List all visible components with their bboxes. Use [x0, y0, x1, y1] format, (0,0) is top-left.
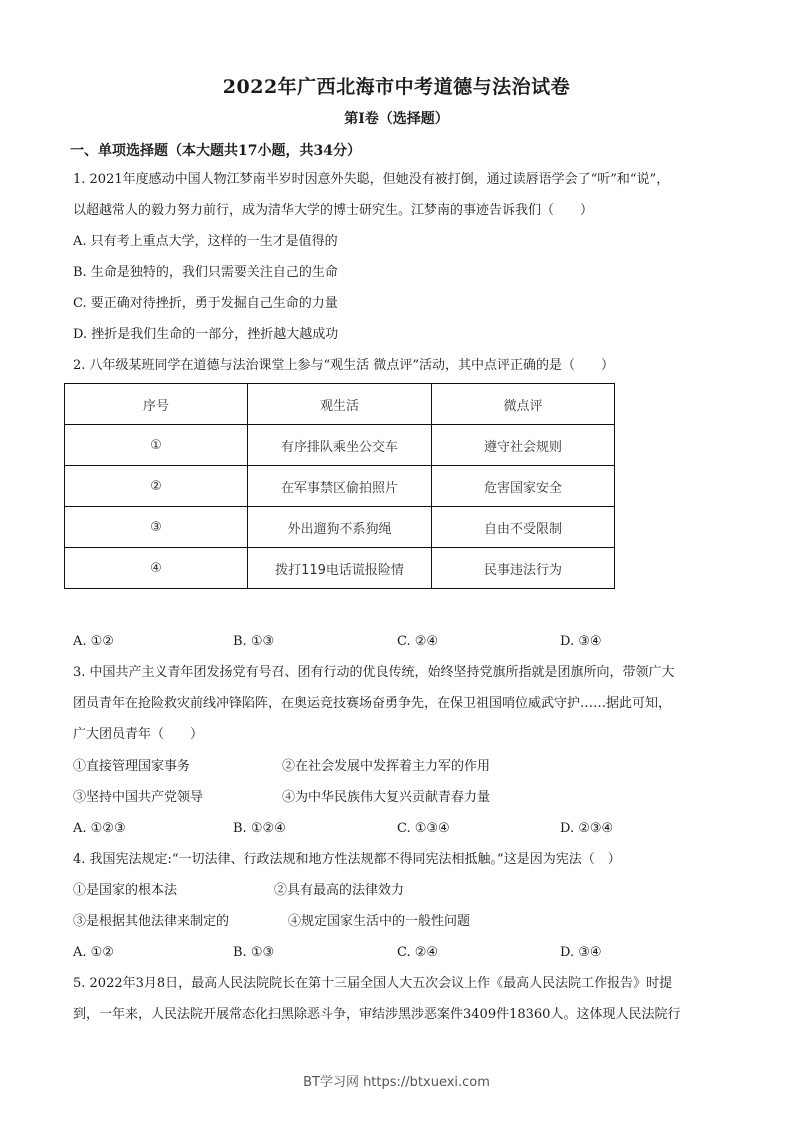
table-cell: 拨打119电话谎报险情 [248, 548, 432, 589]
option-c[interactable]: C. ②④ [397, 945, 439, 960]
option-b[interactable]: B. ①③ [233, 634, 275, 649]
table-cell: 有序排队乘坐公交车 [248, 425, 432, 466]
option-d[interactable]: D. ③④ [560, 634, 602, 649]
table-header-cell: 微点评 [432, 384, 615, 425]
table-cell: ④ [65, 548, 248, 589]
table-row [65, 507, 615, 548]
table-header-row [65, 384, 615, 425]
option-b[interactable]: B. ①②④ [233, 821, 286, 836]
table-cell: 民事违法行为 [432, 548, 615, 589]
statement-1: ①是国家的根本法 [73, 883, 178, 898]
option-a[interactable]: A. ①② [73, 634, 114, 649]
table-cell: ③ [65, 507, 248, 548]
option-c[interactable]: C. ①③④ [397, 821, 450, 836]
statement-3: ③是根据其他法律来制定的 [73, 914, 230, 929]
question-stem-line: 4. 我国宪法规定:“一切法律、行政法规和地方性法规都不得同宪法相抵触。”这是因为宪法（ ） [73, 852, 621, 867]
comment-table [64, 383, 615, 589]
option-b[interactable]: B. 生命是独特的，我们只需要关注自己的生命 [73, 265, 338, 280]
table-cell: 外出遛狗不系狗绳 [248, 507, 432, 548]
option-d[interactable]: D. ②③④ [560, 821, 614, 836]
question-stem-line: 以超越常人的毅力努力前行，成为清华大学的博士研究生。江梦南的事迹告诉我们（ ） [73, 203, 594, 218]
document-subtitle: 第I卷（选择题） [344, 111, 449, 127]
statement-3: ③坚持中国共产党领导 [73, 790, 204, 805]
footer-watermark: BT学习网 https://btxuexi.com [303, 1075, 490, 1090]
table-cell: ② [65, 466, 248, 507]
table-header-cell: 序号 [65, 384, 248, 425]
option-d[interactable]: D. 挫折是我们生命的一部分，挫折越大越成功 [73, 327, 339, 342]
question-stem-line: 5. 2022年3月8日，最高人民法院院长在第十三届全国人大五次会议上作《最高人民法院工作报告》时提 [73, 976, 673, 991]
table-cell: 自由不受限制 [432, 507, 615, 548]
question-stem-line: 广大团员青年（ ） [73, 727, 204, 742]
question-stem-line: 到，一年来，人民法院开展常态化扫黑除恶斗争，审结涉黑涉恶案件3409件18360人。这体现人民法院行 [73, 1007, 681, 1022]
table-cell: 遵守社会规则 [432, 425, 615, 466]
statement-1: ①直接管理国家事务 [73, 759, 191, 774]
option-a[interactable]: A. 只有考上重点大学，这样的一生才是值得的 [73, 234, 338, 249]
statement-2: ②具有最高的法律效力 [274, 883, 405, 898]
option-c[interactable]: C. 要正确对待挫折，勇于发掘自己生命的力量 [73, 296, 338, 311]
option-d[interactable]: D. ③④ [560, 945, 602, 960]
question-stem-line: 2. 八年级某班同学在道德与法治课堂上参与“观生活 微点评”活动，其中点评正确的是（ ） [73, 358, 614, 373]
option-a[interactable]: A. ①②③ [73, 821, 126, 836]
section-heading: 一、单项选择题（本大题共17小题，共34分） [70, 143, 361, 159]
statement-4: ④为中华民族伟大复兴贡献青春力量 [282, 790, 491, 805]
statement-2: ②在社会发展中发挥着主力军的作用 [282, 759, 491, 774]
statement-4: ④规定国家生活中的一般性问题 [288, 914, 471, 929]
question-stem-line: 团员青年在抢险救灾前线冲锋陷阵，在奥运竞技赛场奋勇争先，在保卫祖国哨位威武守护……据此可知， [73, 696, 672, 711]
table-cell: 在军事禁区偷拍照片 [248, 466, 432, 507]
table-row [65, 425, 615, 466]
table-row [65, 466, 615, 507]
option-b[interactable]: B. ①③ [233, 945, 275, 960]
table-cell: 危害国家安全 [432, 466, 615, 507]
option-c[interactable]: C. ②④ [397, 634, 439, 649]
question-stem-line: 3. 中国共产主义青年团发扬党有号召、团有行动的优良传统，始终坚持党旗所指就是团旗所向，带领广大 [73, 665, 675, 680]
question-stem-line: 1. 2021年度感动中国人物江梦南半岁时因意外失聪，但她没有被打倒，通过读唇语学会了“听”和“说”， [73, 172, 670, 187]
table-header-cell: 观生活 [248, 384, 432, 425]
table-cell: ① [65, 425, 248, 466]
document-title: 2022年广西北海市中考道德与法治试卷 [222, 76, 571, 98]
table-row [65, 548, 615, 589]
option-a[interactable]: A. ①② [73, 945, 114, 960]
